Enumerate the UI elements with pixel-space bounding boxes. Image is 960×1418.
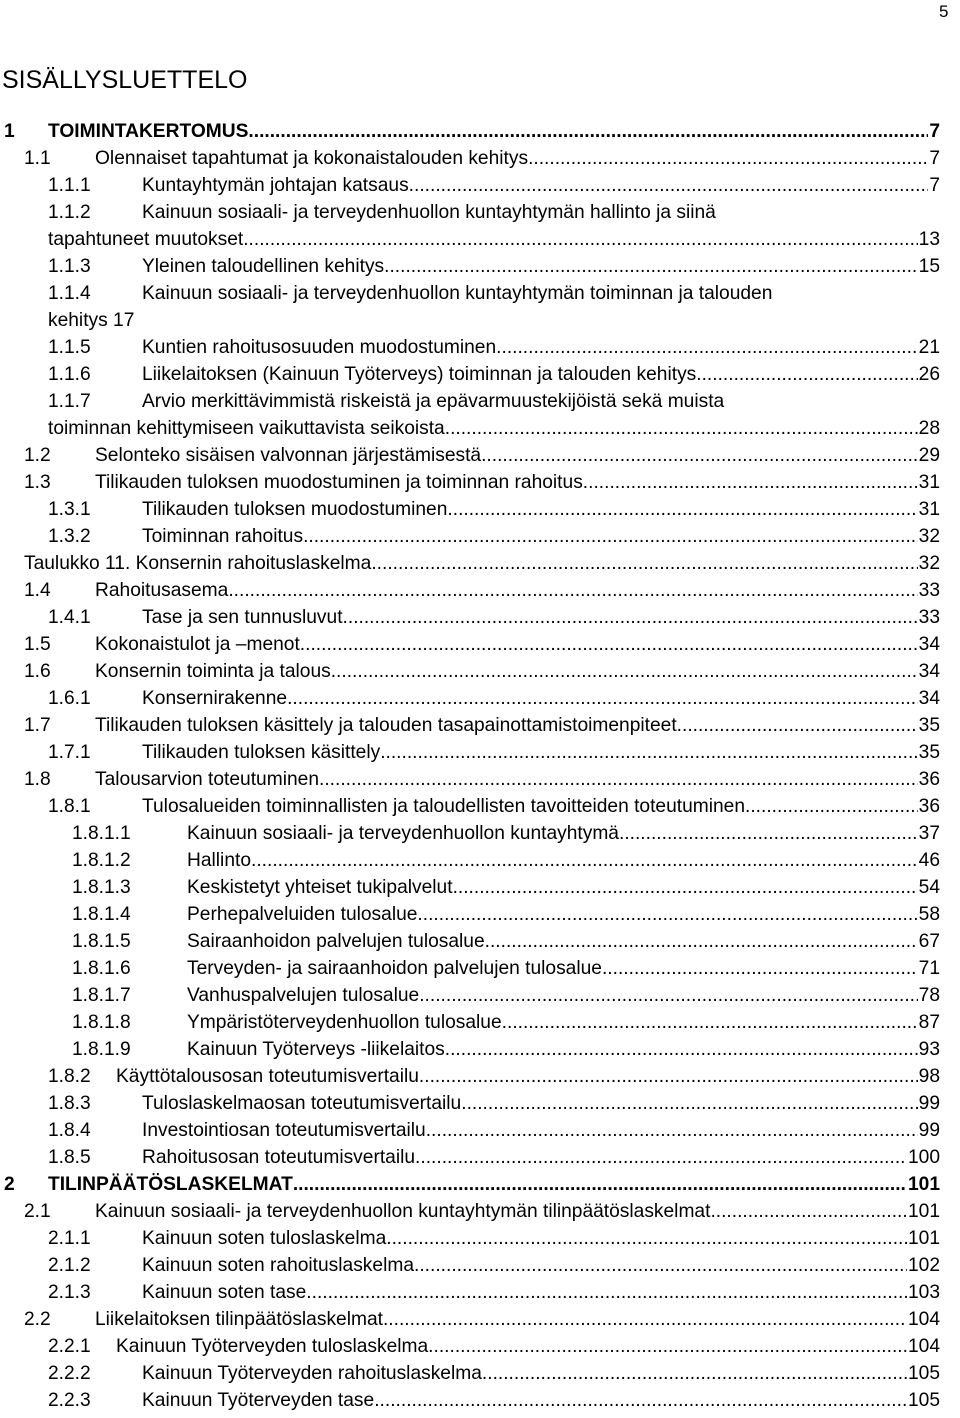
dot-leader	[248, 118, 928, 145]
toc-entry[interactable]	[0, 1387, 960, 1414]
toc-entry-number: 1.7.1	[48, 742, 91, 763]
toc-entry[interactable]	[0, 658, 960, 685]
dot-leader	[415, 1144, 907, 1171]
toc-entry-title: Talousarvion toteutuminen	[95, 769, 319, 790]
toc-entry-number: 2.1.1	[48, 1228, 91, 1249]
toc-entry[interactable]	[0, 1279, 960, 1306]
toc-entry-page: 36	[918, 769, 940, 790]
dot-leader	[453, 874, 918, 901]
toc-entry[interactable]	[0, 118, 960, 145]
toc-entry-page: 54	[918, 877, 940, 898]
toc-entry[interactable]	[0, 253, 960, 280]
toc-entry-title: TOIMINTAKERTOMUS	[48, 121, 249, 142]
dot-leader	[461, 1090, 917, 1117]
toc-entry-number: 2.2	[24, 1309, 51, 1330]
toc-entry[interactable]	[0, 874, 960, 901]
toc-entry[interactable]	[0, 712, 960, 739]
toc-entry-title: kehitys 17	[48, 310, 135, 331]
toc-entry-page: 104	[907, 1336, 940, 1357]
toc-entry[interactable]	[0, 1117, 960, 1144]
toc-entry-title: Perhepalveluiden tulosalue	[187, 904, 418, 925]
toc-entry[interactable]	[0, 442, 960, 469]
toc-entry-title: Kuntayhtymän johtajan katsaus	[142, 175, 409, 196]
toc-entry-title: Kainuun Työterveyden rahoituslaskelma	[142, 1363, 482, 1384]
dot-leader	[293, 1171, 907, 1198]
toc-entry-number: 2	[4, 1174, 15, 1195]
toc-entry[interactable]	[0, 334, 960, 361]
toc-entry-page: 15	[918, 256, 940, 277]
dot-leader	[745, 793, 918, 820]
dot-leader	[417, 901, 917, 928]
toc-entry-number: 2.2.2	[48, 1363, 91, 1384]
toc-entry-title: Kainuun sosiaali- ja terveydenhuollon kuntayhtymän hallinto ja siinä	[142, 202, 716, 223]
toc-entry-number: 1.2	[24, 445, 51, 466]
toc-entry-page: 34	[918, 661, 940, 682]
toc-entry[interactable]	[0, 631, 960, 658]
toc-entry-number: 2.1.2	[48, 1255, 91, 1276]
toc-entry-page: 28	[918, 418, 940, 439]
toc-entry-number: 1.1.5	[48, 337, 91, 358]
toc-entry-page: 35	[918, 742, 940, 763]
dot-leader	[409, 172, 929, 199]
toc-entry-title: Terveyden- ja sairaanhoidon palvelujen tulosalue	[187, 958, 602, 979]
dot-leader	[287, 685, 918, 712]
toc-entry[interactable]	[0, 820, 960, 847]
toc-entry-title: Kainuun soten tase	[142, 1282, 307, 1303]
toc-entry-number: 1.8.5	[48, 1147, 91, 1168]
toc-entry-page: 93	[918, 1039, 940, 1060]
toc-entry-number: 1.8.4	[48, 1120, 91, 1141]
toc-entry-number: 1.3	[24, 472, 51, 493]
toc-entry-number: 1.1.1	[48, 175, 91, 196]
page-number: 5	[939, 2, 949, 21]
toc-entry-number: 1.8.1.1	[72, 823, 131, 844]
dot-leader	[343, 604, 918, 631]
toc-entry-title: Tilikauden tuloksen muodostuminen ja toiminnan rahoitus	[95, 472, 583, 493]
toc-entry-title: Hallinto	[187, 850, 251, 871]
toc-entry[interactable]	[0, 847, 960, 874]
toc-entry-title: Kainuun sosiaali- ja terveydenhuollon kuntayhtymän toiminnan ja talouden	[142, 283, 773, 304]
toc-entry-page: 101	[907, 1201, 940, 1222]
toc-entry[interactable]	[0, 1144, 960, 1171]
dot-leader	[447, 496, 917, 523]
toc-entry-page: 31	[918, 472, 940, 493]
toc-entry-page: 29	[918, 445, 940, 466]
toc-entry[interactable]	[0, 469, 960, 496]
toc-entry-page: 26	[918, 364, 940, 385]
toc-entry-title: Tilikauden tuloksen muodostuminen	[142, 499, 448, 520]
toc-entry[interactable]	[0, 1225, 960, 1252]
toc-entry-page: 35	[918, 715, 940, 736]
dot-leader	[426, 1117, 918, 1144]
dot-leader	[619, 820, 918, 847]
toc-entry-title: Selonteko sisäisen valvonnan järjestämisestä	[95, 445, 482, 466]
dot-leader	[374, 1387, 907, 1414]
toc-entry-number: 1.1	[24, 148, 51, 169]
toc-entry[interactable]	[0, 604, 960, 631]
toc-entry-number: 1.8.1.5	[72, 931, 131, 952]
toc-entry-page: 7	[929, 121, 940, 142]
dot-leader	[419, 982, 917, 1009]
dot-leader	[386, 1225, 907, 1252]
toc-entry[interactable]	[0, 523, 960, 550]
toc-entry-page: 37	[918, 823, 940, 844]
toc-entry-title: Kainuun soten rahoituslaskelma	[142, 1255, 414, 1276]
dot-leader	[384, 253, 918, 280]
toc-entry-title: toiminnan kehittymiseen vaikuttavista seikoista	[48, 418, 445, 439]
toc-entry[interactable]	[0, 307, 960, 334]
toc-entry-number: 1.8.1.9	[72, 1039, 131, 1060]
dot-leader	[482, 1360, 907, 1387]
toc-entry-number: 2.2.1	[48, 1336, 91, 1357]
toc-entry-number: 1.8.1.7	[72, 985, 131, 1006]
toc-entry-title: Kuntien rahoitusosuuden muodostuminen	[142, 337, 497, 358]
toc-entry-number: 1.1.4	[48, 283, 91, 304]
toc-entry-page: 99	[918, 1120, 940, 1141]
toc-entry[interactable]	[0, 388, 960, 415]
toc-entry-number: 1.4	[24, 580, 51, 601]
toc-entry-title: Ympäristöterveydenhuollon tulosalue	[187, 1012, 502, 1033]
toc-entry-number: 1.8.1.6	[72, 958, 131, 979]
toc-entry-title: Kainuun sosiaali- ja terveydenhuollon kuntayhtymä	[187, 823, 619, 844]
dot-leader	[419, 1063, 918, 1090]
toc-entry[interactable]	[0, 1333, 960, 1360]
toc-entry-title: Tilikauden tuloksen käsittely	[142, 742, 381, 763]
toc-entry-title: Liikelaitoksen tilinpäätöslaskelmat	[95, 1309, 383, 1330]
toc-entry-number: 1.8.3	[48, 1093, 91, 1114]
toc-entry[interactable]	[0, 766, 960, 793]
toc-entry-title: Toiminnan rahoitus	[142, 526, 304, 547]
toc-entry[interactable]	[0, 1063, 960, 1090]
toc-entry-number: 1.8.1.8	[72, 1012, 131, 1033]
toc-entry-title: Yleinen taloudellinen kehitys	[142, 256, 385, 277]
toc-entry-number: 1.7	[24, 715, 51, 736]
dot-leader	[383, 1306, 907, 1333]
toc-entry-title: Konsernirakenne	[142, 688, 288, 709]
toc-entry-page: 58	[918, 904, 940, 925]
toc-entry[interactable]	[0, 1360, 960, 1387]
toc-entry-number: 2.2.3	[48, 1390, 91, 1411]
dot-leader	[303, 523, 918, 550]
toc-entry[interactable]	[0, 685, 960, 712]
dot-leader	[485, 928, 918, 955]
toc-entry[interactable]	[0, 1171, 960, 1198]
toc-entry-number: 1.5	[24, 634, 51, 655]
toc-entry-title: Kainuun Työterveyden tase	[142, 1390, 375, 1411]
dot-leader	[710, 1198, 907, 1225]
toc-entry-page: 33	[918, 580, 940, 601]
toc-entry-page: 67	[918, 931, 940, 952]
dot-leader	[677, 712, 918, 739]
toc-entry-page: 7	[929, 148, 940, 169]
toc-entry-title: Sairaanhoidon palvelujen tulosalue	[187, 931, 485, 952]
toc-entry[interactable]	[0, 1252, 960, 1279]
toc-entry-title: Kainuun Työterveyden tuloslaskelma	[116, 1336, 429, 1357]
dot-leader	[228, 577, 917, 604]
toc-entry-title: Vanhuspalvelujen tulosalue	[187, 985, 420, 1006]
toc-entry[interactable]	[0, 226, 960, 253]
toc-entry-page: 33	[918, 607, 940, 628]
dot-leader	[380, 739, 917, 766]
toc-entry-number: 1.6.1	[48, 688, 91, 709]
dot-leader	[583, 469, 918, 496]
toc-entry-page: 105	[907, 1363, 940, 1384]
toc-entry[interactable]	[0, 793, 960, 820]
toc-entry-number: 1.8.1.2	[72, 850, 131, 871]
toc-entry-page: 105	[907, 1390, 940, 1411]
toc-entry-number: 1.4.1	[48, 607, 91, 628]
toc-entry[interactable]	[0, 415, 960, 442]
toc-entry-title: Liikelaitoksen (Kainuun Työterveys) toiminnan ja talouden kehitys	[142, 364, 697, 385]
toc-entry-number: 1.1.3	[48, 256, 91, 277]
toc-entry-number: 1.1.7	[48, 391, 91, 412]
toc-entry[interactable]	[0, 496, 960, 523]
toc-entry[interactable]	[0, 145, 960, 172]
toc-entry-number: 1.3.2	[48, 526, 91, 547]
toc-entry-title: Tulosalueiden toiminnallisten ja taloudellisten tavoitteiden toteutuminen	[142, 796, 746, 817]
toc-entry-title: Tilikauden tuloksen käsittely ja talouden tasapainottamistoimenpiteet	[95, 715, 677, 736]
toc-entry-page: 7	[929, 175, 940, 196]
dot-leader	[306, 1279, 907, 1306]
toc-entry-title: Kainuun soten tuloslaskelma	[142, 1228, 387, 1249]
dot-leader	[319, 766, 918, 793]
toc-entry-page: 34	[918, 688, 940, 709]
toc-entry-page: 99	[918, 1093, 940, 1114]
toc-entry-page: 34	[918, 634, 940, 655]
toc-entry-page: 100	[907, 1147, 940, 1168]
toc-entry-title: Kainuun Työterveys -liikelaitos	[187, 1039, 445, 1060]
toc-entry-number: 1.8.1	[48, 796, 91, 817]
toc-entry-number: 1.8.2	[48, 1066, 91, 1087]
toc-entry[interactable]	[0, 577, 960, 604]
toc-entry[interactable]	[0, 172, 960, 199]
toc-entry-title: Arvio merkittävimmistä riskeistä ja epävarmuustekijöistä sekä muista	[142, 391, 725, 412]
dot-leader	[331, 658, 918, 685]
toc-entry-title: Tase ja sen tunnusluvut	[142, 607, 343, 628]
toc-entry-page: 31	[918, 499, 940, 520]
toc-entry-title: Keskistetyt yhteiset tukipalvelut	[187, 877, 453, 898]
toc-entry[interactable]	[0, 901, 960, 928]
toc-entry-page: 32	[918, 553, 940, 574]
dot-leader	[696, 361, 917, 388]
toc-entry-page: 32	[918, 526, 940, 547]
dot-leader	[428, 1333, 907, 1360]
toc-entry-title: TILINPÄÄTÖSLASKELMAT	[48, 1174, 293, 1195]
toc-entry-number: 1.8.1.3	[72, 877, 131, 898]
toc-entry-page: 71	[918, 958, 940, 979]
dot-leader	[251, 847, 918, 874]
dot-leader	[371, 550, 917, 577]
dot-leader	[445, 415, 918, 442]
toc-entry-number: 1.6	[24, 661, 51, 682]
toc-entry-number: 2.1	[24, 1201, 51, 1222]
dot-leader	[602, 955, 918, 982]
toc-entry[interactable]	[0, 550, 960, 577]
toc-entry-title: Rahoitusasema	[95, 580, 229, 601]
toc-entry[interactable]	[0, 1090, 960, 1117]
toc-entry-page: 46	[918, 850, 940, 871]
toc-entry-title: Kokonaistulot ja –menot	[95, 634, 300, 655]
toc-entry[interactable]	[0, 739, 960, 766]
toc-entry-title: Rahoitusosan toteutumisvertailu	[142, 1147, 416, 1168]
dot-leader	[445, 1036, 918, 1063]
dot-leader	[243, 226, 917, 253]
toc-entry-title: tapahtuneet muutokset	[48, 229, 244, 250]
toc-entry-title: Taulukko 11. Konsernin rahoituslaskelma	[24, 553, 372, 574]
toc-entry-page: 102	[907, 1255, 940, 1276]
toc-list	[0, 118, 960, 1414]
toc-entry[interactable]	[0, 1009, 960, 1036]
toc-entry[interactable]	[0, 199, 960, 226]
toc-entry-number: 2.1.3	[48, 1282, 91, 1303]
toc-entry-number: 1.3.1	[48, 499, 91, 520]
toc-entry-page: 101	[907, 1174, 940, 1195]
toc-entry-number: 1.1.2	[48, 202, 91, 223]
toc-entry[interactable]	[0, 982, 960, 1009]
toc-entry-page: 87	[918, 1012, 940, 1033]
toc-entry-title: Kainuun sosiaali- ja terveydenhuollon kuntayhtymän tilinpäätöslaskelmat	[95, 1201, 711, 1222]
toc-entry-title: Konsernin toiminta ja talous	[95, 661, 331, 682]
dot-leader	[496, 334, 918, 361]
dot-leader	[528, 145, 928, 172]
toc-entry-title: Olennaiset tapahtumat ja kokonaistalouden kehitys	[95, 148, 529, 169]
toc-entry[interactable]	[0, 1198, 960, 1225]
toc-entry-title: Käyttötalousosan toteutumisvertailu	[116, 1066, 419, 1087]
toc-heading: SISÄLLYSLUETTELO	[2, 66, 248, 94]
dot-leader	[502, 1009, 918, 1036]
toc-entry-number: 1	[4, 121, 15, 142]
toc-entry-title: Investointiosan toteutumisvertailu	[142, 1120, 426, 1141]
toc-entry-page: 103	[907, 1282, 940, 1303]
toc-entry[interactable]	[0, 955, 960, 982]
toc-entry-number: 1.8	[24, 769, 51, 790]
toc-entry[interactable]	[0, 1306, 960, 1333]
toc-entry-page: 104	[907, 1309, 940, 1330]
toc-entry-number: 1.1.6	[48, 364, 91, 385]
toc-entry-title: Tuloslaskelmaosan toteutumisvertailu	[142, 1093, 462, 1114]
toc-entry-page: 36	[918, 796, 940, 817]
toc-entry[interactable]	[0, 280, 960, 307]
toc-entry-page: 101	[907, 1228, 940, 1249]
dot-leader	[300, 631, 918, 658]
toc-entry[interactable]	[0, 1036, 960, 1063]
toc-entry-page: 78	[918, 985, 940, 1006]
dot-leader	[414, 1252, 907, 1279]
toc-entry-page: 13	[918, 229, 940, 250]
toc-entry-page: 98	[918, 1066, 940, 1087]
toc-entry[interactable]	[0, 361, 960, 388]
toc-entry[interactable]	[0, 928, 960, 955]
dot-leader	[481, 442, 918, 469]
toc-entry-page: 21	[918, 337, 940, 358]
toc-entry-number: 1.8.1.4	[72, 904, 131, 925]
